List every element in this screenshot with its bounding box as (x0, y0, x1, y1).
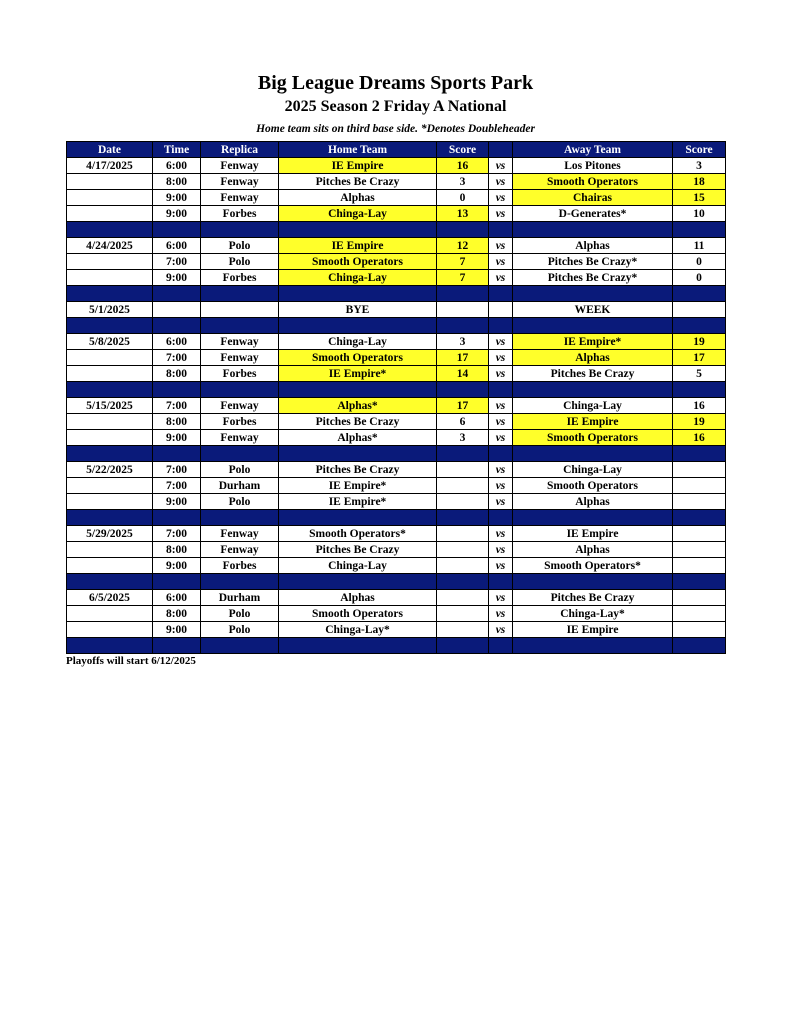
separator-cell (673, 574, 726, 590)
separator-cell (67, 510, 153, 526)
separator-cell (153, 574, 201, 590)
home-team: BYE (279, 302, 437, 318)
game-date: 4/17/2025 (67, 158, 153, 174)
home-score (437, 542, 489, 558)
game-time: 6:00 (153, 590, 201, 606)
vs-label: vs (489, 254, 513, 270)
away-score: 16 (673, 430, 726, 446)
away-team: Chinga-Lay (513, 398, 673, 414)
away-score (673, 526, 726, 542)
separator-cell (67, 574, 153, 590)
home-score: 12 (437, 238, 489, 254)
table-row (67, 270, 726, 286)
game-field: Polo (201, 462, 279, 478)
game-time: 6:00 (153, 158, 201, 174)
game-time: 6:00 (153, 334, 201, 350)
home-team: Smooth Operators (279, 350, 437, 366)
away-team: IE Empire (513, 414, 673, 430)
home-score: 13 (437, 206, 489, 222)
col-replica: Replica (201, 142, 279, 158)
home-score: 17 (437, 398, 489, 414)
home-team: IE Empire* (279, 478, 437, 494)
table-row (67, 158, 726, 174)
game-date (67, 478, 153, 494)
game-time: 7:00 (153, 350, 201, 366)
table-row (67, 350, 726, 366)
separator-cell (489, 510, 513, 526)
separator-cell (673, 318, 726, 334)
vs-label: vs (489, 366, 513, 382)
table-row (67, 398, 726, 414)
game-date (67, 174, 153, 190)
away-team: Chinga-Lay* (513, 606, 673, 622)
home-team: Alphas* (279, 430, 437, 446)
table-row (67, 334, 726, 350)
away-score: 17 (673, 350, 726, 366)
week-separator (67, 286, 726, 302)
separator-cell (279, 510, 437, 526)
game-field: Durham (201, 590, 279, 606)
game-field: Fenway (201, 158, 279, 174)
separator-cell (513, 574, 673, 590)
separator-cell (513, 446, 673, 462)
home-score (437, 494, 489, 510)
separator-cell (673, 222, 726, 238)
separator-cell (67, 318, 153, 334)
separator-cell (201, 382, 279, 398)
away-score (673, 590, 726, 606)
game-field: Polo (201, 254, 279, 270)
home-team: Chinga-Lay (279, 270, 437, 286)
game-field: Fenway (201, 542, 279, 558)
table-row (67, 462, 726, 478)
separator-cell (153, 446, 201, 462)
game-time: 7:00 (153, 398, 201, 414)
game-time: 6:00 (153, 238, 201, 254)
away-team: Alphas (513, 542, 673, 558)
separator-cell (67, 446, 153, 462)
separator-cell (489, 446, 513, 462)
vs-label: vs (489, 334, 513, 350)
away-score (673, 622, 726, 638)
away-score (673, 462, 726, 478)
away-score: 3 (673, 158, 726, 174)
separator-cell (153, 510, 201, 526)
separator-cell (153, 638, 201, 654)
game-field: Polo (201, 622, 279, 638)
away-team: Pitches Be Crazy* (513, 254, 673, 270)
separator-cell (489, 574, 513, 590)
game-date (67, 366, 153, 382)
week-separator (67, 382, 726, 398)
home-score (437, 606, 489, 622)
game-time: 9:00 (153, 622, 201, 638)
game-field: Fenway (201, 526, 279, 542)
away-score (673, 494, 726, 510)
away-score (673, 542, 726, 558)
game-date (67, 206, 153, 222)
table-row (67, 174, 726, 190)
away-team: Smooth Operators* (513, 558, 673, 574)
game-date (67, 494, 153, 510)
week-separator (67, 318, 726, 334)
separator-cell (673, 638, 726, 654)
game-field: Fenway (201, 334, 279, 350)
vs-label: vs (489, 174, 513, 190)
separator-cell (437, 222, 489, 238)
separator-cell (513, 510, 673, 526)
game-field (201, 302, 279, 318)
away-score (673, 478, 726, 494)
away-team: Smooth Operators (513, 174, 673, 190)
separator-cell (67, 638, 153, 654)
separator-cell (279, 286, 437, 302)
away-score: 5 (673, 366, 726, 382)
game-time: 9:00 (153, 494, 201, 510)
separator-cell (153, 286, 201, 302)
col-home-team: Home Team (279, 142, 437, 158)
vs-label: vs (489, 542, 513, 558)
game-date: 5/29/2025 (67, 526, 153, 542)
vs-label: vs (489, 526, 513, 542)
col-time: Time (153, 142, 201, 158)
away-team: Pitches Be Crazy* (513, 270, 673, 286)
game-field: Durham (201, 478, 279, 494)
home-score: 0 (437, 190, 489, 206)
separator-cell (513, 286, 673, 302)
home-team: Alphas (279, 590, 437, 606)
game-time (153, 302, 201, 318)
separator-cell (437, 286, 489, 302)
away-score: 18 (673, 174, 726, 190)
table-row (67, 414, 726, 430)
away-team: Smooth Operators (513, 478, 673, 494)
separator-cell (153, 318, 201, 334)
home-score: 16 (437, 158, 489, 174)
away-team: IE Empire* (513, 334, 673, 350)
away-team: WEEK (513, 302, 673, 318)
separator-cell (673, 446, 726, 462)
separator-cell (489, 638, 513, 654)
separator-cell (513, 318, 673, 334)
home-score: 14 (437, 366, 489, 382)
game-date: 5/1/2025 (67, 302, 153, 318)
game-field: Fenway (201, 174, 279, 190)
home-team: IE Empire* (279, 366, 437, 382)
home-team: Chinga-Lay* (279, 622, 437, 638)
table-row (67, 254, 726, 270)
separator-cell (673, 286, 726, 302)
vs-label: vs (489, 270, 513, 286)
vs-label: vs (489, 414, 513, 430)
vs-label: vs (489, 622, 513, 638)
home-score: 7 (437, 270, 489, 286)
away-score: 10 (673, 206, 726, 222)
page-title: Big League Dreams Sports Park (257, 72, 534, 94)
away-team: IE Empire (513, 622, 673, 638)
game-time: 9:00 (153, 270, 201, 286)
vs-label: vs (489, 206, 513, 222)
home-team: Smooth Operators (279, 254, 437, 270)
game-time: 9:00 (153, 206, 201, 222)
game-date: 5/8/2025 (67, 334, 153, 350)
separator-cell (201, 318, 279, 334)
game-field: Fenway (201, 350, 279, 366)
separator-cell (489, 286, 513, 302)
separator-cell (279, 638, 437, 654)
separator-cell (673, 382, 726, 398)
game-field: Polo (201, 238, 279, 254)
vs-label: vs (489, 398, 513, 414)
away-team: Chairas (513, 190, 673, 206)
vs-label: vs (489, 430, 513, 446)
game-date (67, 622, 153, 638)
col-vs (489, 142, 513, 158)
game-date (67, 270, 153, 286)
separator-cell (279, 574, 437, 590)
game-date (67, 606, 153, 622)
away-team: Pitches Be Crazy (513, 366, 673, 382)
home-score: 17 (437, 350, 489, 366)
home-score (437, 558, 489, 574)
separator-cell (279, 222, 437, 238)
home-score (437, 302, 489, 318)
separator-cell (67, 286, 153, 302)
home-team: Chinga-Lay (279, 206, 437, 222)
separator-cell (201, 510, 279, 526)
game-field: Fenway (201, 190, 279, 206)
away-team: Pitches Be Crazy (513, 590, 673, 606)
game-date: 4/24/2025 (67, 238, 153, 254)
vs-label: vs (489, 158, 513, 174)
away-score: 19 (673, 334, 726, 350)
vs-label: vs (489, 478, 513, 494)
game-date (67, 542, 153, 558)
game-time: 8:00 (153, 542, 201, 558)
header-row (67, 142, 726, 158)
separator-cell (67, 222, 153, 238)
game-date: 6/5/2025 (67, 590, 153, 606)
home-team: IE Empire (279, 158, 437, 174)
vs-label: vs (489, 590, 513, 606)
game-date (67, 254, 153, 270)
week-separator (67, 222, 726, 238)
home-team: Chinga-Lay (279, 558, 437, 574)
home-team: IE Empire (279, 238, 437, 254)
game-date (67, 350, 153, 366)
game-time: 8:00 (153, 366, 201, 382)
game-time: 7:00 (153, 254, 201, 270)
away-score: 0 (673, 254, 726, 270)
game-date (67, 414, 153, 430)
separator-cell (513, 382, 673, 398)
separator-cell (437, 318, 489, 334)
away-team: IE Empire (513, 526, 673, 542)
game-field: Forbes (201, 366, 279, 382)
table-row (67, 366, 726, 382)
game-date (67, 558, 153, 574)
col-home-score: Score (437, 142, 489, 158)
home-team: IE Empire* (279, 494, 437, 510)
home-team: Alphas (279, 190, 437, 206)
separator-cell (201, 638, 279, 654)
game-field: Fenway (201, 430, 279, 446)
away-team: Alphas (513, 238, 673, 254)
away-team: D-Generates* (513, 206, 673, 222)
separator-cell (437, 382, 489, 398)
schedule-body (67, 158, 726, 654)
separator-cell (201, 446, 279, 462)
separator-cell (489, 222, 513, 238)
separator-cell (279, 318, 437, 334)
home-score (437, 590, 489, 606)
away-team: Alphas (513, 494, 673, 510)
table-row (67, 430, 726, 446)
home-score (437, 462, 489, 478)
game-field: Polo (201, 494, 279, 510)
away-score (673, 302, 726, 318)
away-team: Smooth Operators (513, 430, 673, 446)
separator-cell (67, 382, 153, 398)
game-time: 9:00 (153, 558, 201, 574)
game-date: 5/15/2025 (67, 398, 153, 414)
table-row (67, 606, 726, 622)
game-time: 7:00 (153, 526, 201, 542)
vs-label: vs (489, 494, 513, 510)
vs-label: vs (489, 238, 513, 254)
game-time: 8:00 (153, 414, 201, 430)
home-team: Smooth Operators (279, 606, 437, 622)
separator-cell (437, 510, 489, 526)
home-score: 6 (437, 414, 489, 430)
game-field: Forbes (201, 270, 279, 286)
game-time: 8:00 (153, 606, 201, 622)
col-away-team: Away Team (513, 142, 673, 158)
away-team: Chinga-Lay (513, 462, 673, 478)
col-date: Date (67, 142, 153, 158)
game-date: 5/22/2025 (67, 462, 153, 478)
vs-label: vs (489, 190, 513, 206)
away-score: 16 (673, 398, 726, 414)
away-score (673, 558, 726, 574)
separator-cell (513, 638, 673, 654)
home-score (437, 622, 489, 638)
table-row (67, 238, 726, 254)
home-team: Alphas* (279, 398, 437, 414)
away-score (673, 606, 726, 622)
home-score: 3 (437, 430, 489, 446)
separator-cell (201, 222, 279, 238)
table-row (67, 526, 726, 542)
home-team: Pitches Be Crazy (279, 414, 437, 430)
vs-label (489, 302, 513, 318)
home-team: Chinga-Lay (279, 334, 437, 350)
table-row (67, 622, 726, 638)
game-time: 9:00 (153, 190, 201, 206)
home-score (437, 526, 489, 542)
home-team: Pitches Be Crazy (279, 542, 437, 558)
away-team: Alphas (513, 350, 673, 366)
home-team: Smooth Operators* (279, 526, 437, 542)
home-score (437, 478, 489, 494)
game-date (67, 430, 153, 446)
home-score: 7 (437, 254, 489, 270)
week-separator (67, 574, 726, 590)
game-date (67, 190, 153, 206)
separator-cell (489, 382, 513, 398)
game-field: Fenway (201, 398, 279, 414)
week-separator (67, 446, 726, 462)
table-row (67, 542, 726, 558)
table-row (67, 302, 726, 318)
home-score: 3 (437, 174, 489, 190)
table-row (67, 590, 726, 606)
separator-cell (153, 222, 201, 238)
separator-cell (201, 286, 279, 302)
playoffs-note: Playoffs will start 6/12/2025 (66, 655, 196, 667)
table-row (67, 206, 726, 222)
table-row (67, 190, 726, 206)
week-separator (67, 510, 726, 526)
separator-cell (437, 446, 489, 462)
game-field: Forbes (201, 206, 279, 222)
doubleheader-note: Home team sits on third base side. *Denotes Doubleheader (256, 123, 535, 135)
game-field: Polo (201, 606, 279, 622)
separator-cell (437, 574, 489, 590)
separator-cell (673, 510, 726, 526)
game-field: Forbes (201, 558, 279, 574)
separator-cell (513, 222, 673, 238)
away-score: 0 (673, 270, 726, 286)
page-subtitle: 2025 Season 2 Friday A National (284, 98, 507, 115)
game-time: 7:00 (153, 478, 201, 494)
game-time: 8:00 (153, 174, 201, 190)
separator-cell (489, 318, 513, 334)
away-score: 19 (673, 414, 726, 430)
game-time: 7:00 (153, 462, 201, 478)
home-team: Pitches Be Crazy (279, 462, 437, 478)
week-separator (67, 638, 726, 654)
away-team: Los Pitones (513, 158, 673, 174)
table-row (67, 558, 726, 574)
vs-label: vs (489, 350, 513, 366)
game-field: Forbes (201, 414, 279, 430)
separator-cell (279, 382, 437, 398)
separator-cell (201, 574, 279, 590)
table-row (67, 478, 726, 494)
away-score: 15 (673, 190, 726, 206)
col-away-score: Score (673, 142, 726, 158)
vs-label: vs (489, 462, 513, 478)
vs-label: vs (489, 558, 513, 574)
game-time: 9:00 (153, 430, 201, 446)
home-score: 3 (437, 334, 489, 350)
vs-label: vs (489, 606, 513, 622)
home-team: Pitches Be Crazy (279, 174, 437, 190)
separator-cell (279, 446, 437, 462)
separator-cell (437, 638, 489, 654)
schedule-table (66, 141, 726, 654)
table-row (67, 494, 726, 510)
away-score: 11 (673, 238, 726, 254)
separator-cell (153, 382, 201, 398)
